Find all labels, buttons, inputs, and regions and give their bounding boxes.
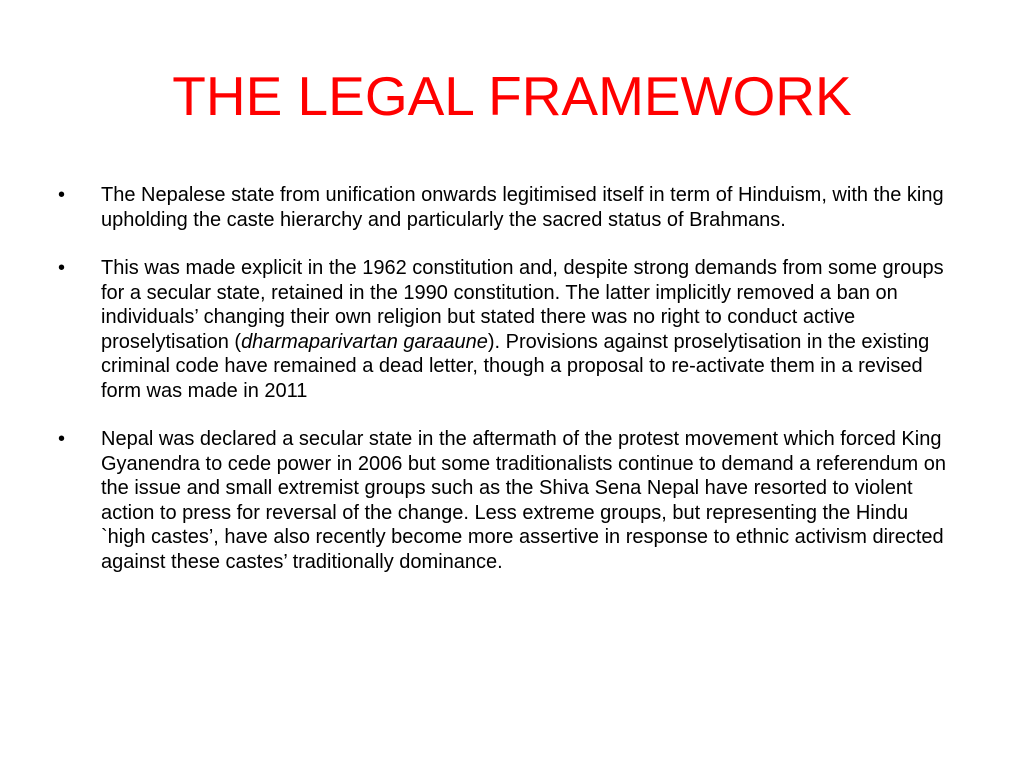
bullet-list: [58, 183, 948, 598]
bullet-dot-icon: •: [58, 184, 66, 206]
bullet-text: [101, 256, 948, 403]
bullet-dot-icon: •: [58, 428, 66, 450]
bullet-item-2: [58, 256, 948, 403]
bullet-text: The Nepalese state from unification onwards legitimised itself in term of Hinduism, with the king upholding the caste hierarchy and particularly the sacred status of Brahmans.: [101, 184, 944, 231]
slide-title: THE LEGAL FRAMEWORK: [172, 65, 852, 127]
bullet-text: Nepal was declared a secular state in the aftermath of the protest movement which forced King Gyanendra to cede power in 2006 but some traditionalists continue to demand a referendum on the issue and small extremist groups such as the Shiva Sena Nepal have resorted to violent action to press for reversal of the change. Less extreme groups, but representing the Hindu `high castes’, have also recently become more assertive in response to ethnic activism directed against these castes’ traditionally dominance.: [101, 428, 946, 573]
bullet-item-1: [58, 183, 948, 232]
bullet-dot-icon: •: [58, 257, 66, 279]
bullet-text-before: This was made explicit in the 1962 constitution and, despite strong demands from some groups for a secular state, retained in the 1990 constitution. The latter implicitly removed a ban on individuals’ changing their own religion but stated there was no right to conduct active proselytisation (: [101, 257, 944, 353]
italic-term: dharmaparivartan garaaune: [241, 330, 488, 353]
bullet-item-3: [58, 427, 948, 574]
bullet-text-after: ). Provisions against proselytisation in the existing criminal code have remained a dead letter, though a proposal to re-activate them in a revised form was made in 2011: [101, 330, 930, 402]
